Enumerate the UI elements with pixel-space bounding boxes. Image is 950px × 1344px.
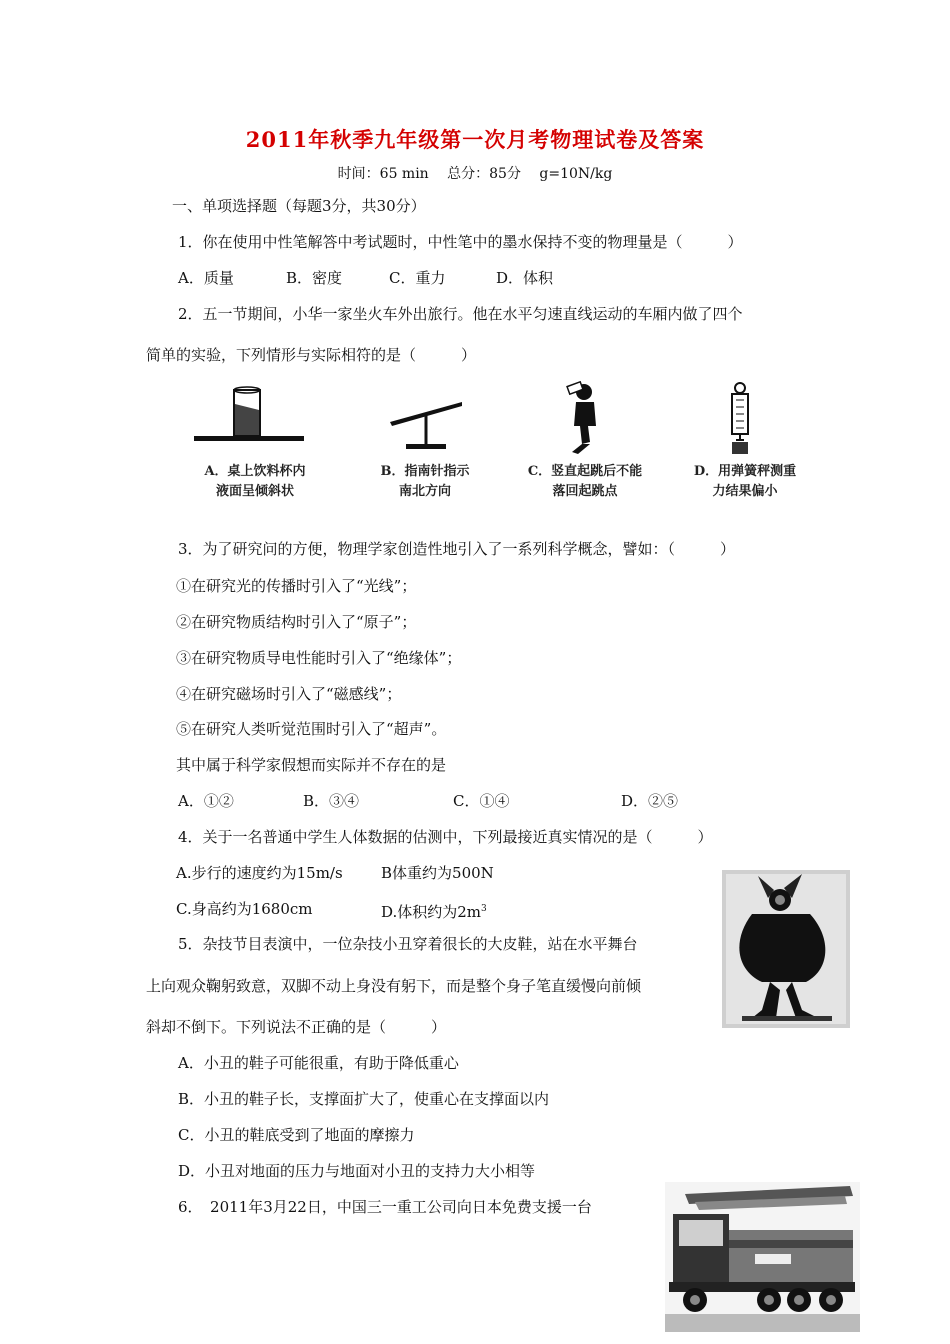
q5-stem-line2: 上向观众鞠躬致意，双脚不动上身没有躬下，而是整个身子笔直缓慢向前倾 (146, 977, 642, 995)
q2-figure-b (350, 380, 500, 508)
drink-cup-icon (180, 380, 330, 460)
q2-figure-c (510, 380, 660, 508)
q2-figure-a-caption: A．桌上饮料杯内 液面呈倾斜状 (204, 464, 306, 499)
clown-image (722, 870, 850, 1028)
q2-stem-line1: 2．五一节期间，小华一家坐火车外出旅行。他在水平匀速直线运动的车厢内做了四个 (178, 305, 743, 323)
q3-option-b: B．③④ (303, 792, 360, 810)
q1-stem: 1．你在使用中性笔解答中考试题时，中性笔中的墨水保持不变的物理量是（ ） (178, 233, 743, 251)
exam-meta: 时间：65 min 总分：85分 g=10N/kg (337, 166, 613, 182)
q1-option-c: C．重力 (389, 269, 446, 287)
q5-option-b: B．小丑的鞋子长，支撑面扩大了，使重心在支撑面以内 (178, 1090, 550, 1108)
q2-figure-b-caption: B．指南针指示 南北方向 (380, 464, 470, 499)
q4-stem: 4．关于一名普通中学生人体数据的估测中，下列最接近真实情况的是（ ） (178, 828, 713, 846)
q1-option-a: A．质量 (178, 269, 234, 287)
exam-title: 2011年秋季九年级第一次月考物理试卷及答案 (245, 127, 705, 152)
q3-option-c: C．①④ (453, 792, 510, 810)
q1-option-d: D．体积 (496, 269, 554, 287)
q2-figure-c-caption: C．竖直起跳后不能 落回起跳点 (527, 464, 643, 499)
q3-item-5: ⑤在研究人类听觉范围时引入了“超声”。 (176, 720, 447, 738)
q2-figure-d (670, 380, 820, 508)
q3-question: 其中属于科学家假想而实际并不存在的是 (176, 756, 447, 774)
q5-option-a: A．小丑的鞋子可能很重，有助于降低重心 (178, 1054, 459, 1072)
section-heading: 一、单项选择题（每题3分，共30分） (172, 197, 426, 215)
q4-option-a: A.步行的速度约为15m/s (176, 864, 343, 882)
q3-item-1: ①在研究光的传播时引入了“光线”； (176, 577, 417, 595)
clown-figure-icon (722, 870, 850, 1028)
q3-item-4: ④在研究磁场时引入了“磁感线”； (176, 685, 402, 703)
q5-stem-line3: 斜却不倒下。下列说法不正确的是（ ） (146, 1018, 447, 1036)
q2-stem-line2: 简单的实验，下列情形与实际相符的是（ ） (146, 346, 477, 364)
q5-option-d: D．小丑对地面的压力与地面对小丑的支持力大小相等 (178, 1162, 536, 1180)
q3-item-3: ③在研究物质导电性能时引入了“绝缘体”； (176, 649, 462, 667)
q4-option-d: D.体积约为$2m^3$ (381, 903, 487, 921)
q3-option-d: D．②⑤ (621, 792, 679, 810)
q3-option-a: A．①② (178, 792, 234, 810)
q3-stem: 3．为了研究问的方便，物理学家创造性地引入了一系列科学概念，譬如：（ ） (178, 540, 736, 558)
q4-option-c: C.身高约为1680cm (176, 900, 313, 918)
q6-stem-line1: 6． 2011年3月22日，中国三一重工公司向日本免费支援一台 (178, 1198, 592, 1216)
q2-figure-strip (180, 380, 820, 508)
q3-item-2: ②在研究物质结构时引入了“原子”； (176, 613, 417, 631)
spring-scale-icon (670, 380, 820, 460)
q2-figure-a (180, 380, 330, 508)
compass-needle-icon (350, 380, 500, 460)
q5-option-c: C．小丑的鞋底受到了地面的摩擦力 (178, 1126, 415, 1144)
q1-option-b: B．密度 (286, 269, 343, 287)
truck-image (665, 1182, 860, 1332)
q5-stem-line1: 5．杂技节目表演中，一位杂技小丑穿着很长的大皮鞋，站在水平舞台 (178, 935, 638, 953)
q2-figure-d-caption: D．用弹簧秤测重 力结果偏小 (693, 464, 797, 499)
pump-truck-icon (665, 1182, 860, 1332)
q4-option-b: B体重约为500N (381, 864, 494, 882)
jumping-person-icon (510, 380, 660, 460)
